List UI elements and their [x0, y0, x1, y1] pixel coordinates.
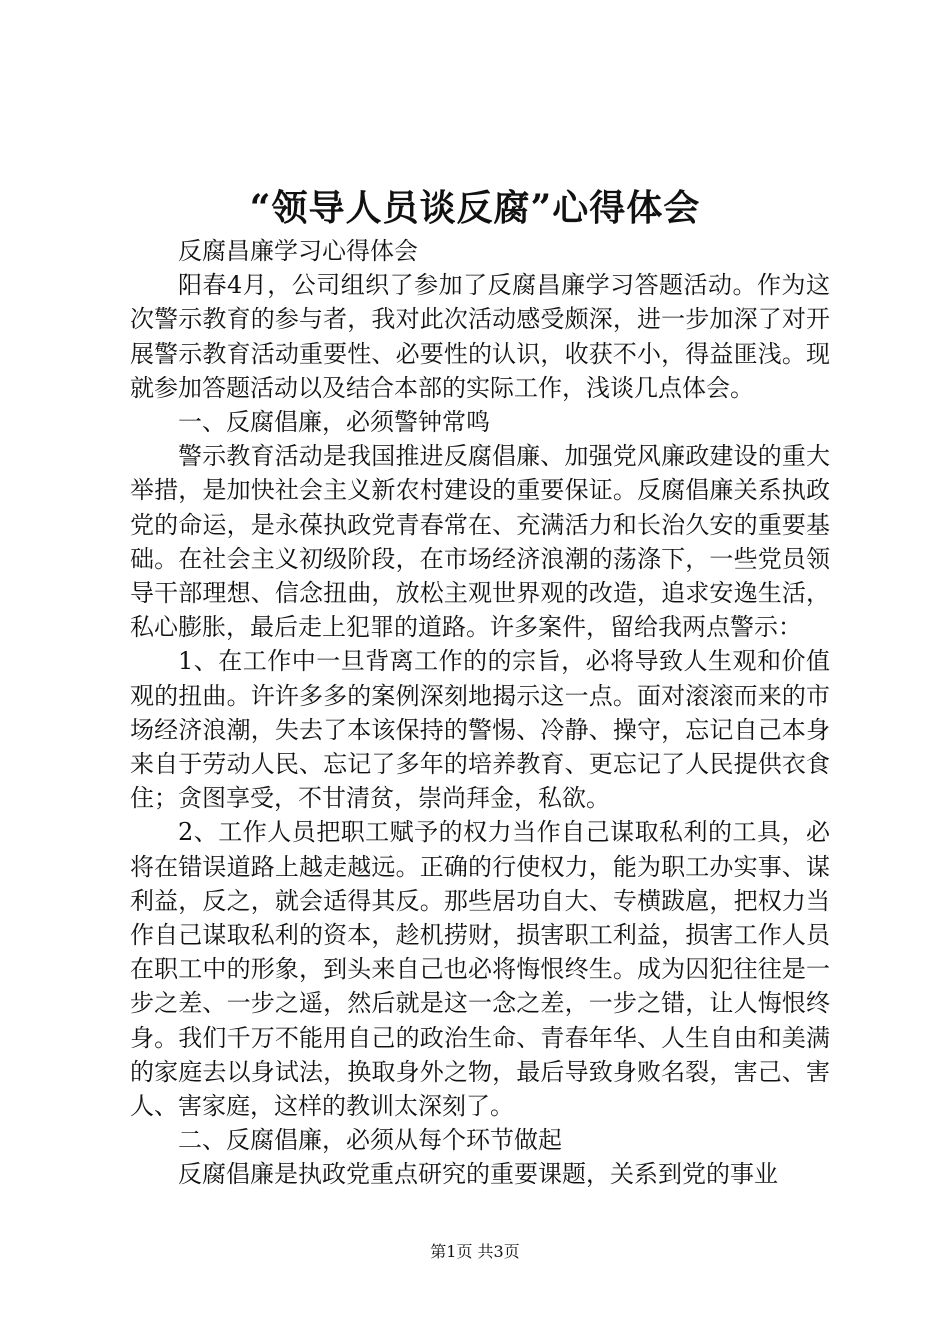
warning-point-1: 1、在工作中一旦背离工作的的宗旨，必将导致人生观和价值观的扭曲。许许多多的案例深刻地揭示这一点。面对滚滚而来的市场经济浪潮，失去了本该保持的警惕、冷静、操守，忘记自己本身来自于劳动人民、忘记了多年的培养教育、更忘记了人民提供衣食住；贪图享受，不甘清贫，崇尚拜金，私欲。	[130, 647, 830, 813]
page-footer: 第1页 共3页	[430, 1242, 520, 1261]
section-heading-1: 一、反腐倡廉，必须警钟常鸣	[178, 408, 490, 437]
section-1-paragraph: 警示教育活动是我国推进反腐倡廉、加强党风廉政建设的重大举措，是加快社会主义新农村建设的重要保证。反腐倡廉关系执政党的命运，是永葆执政党青春常在、充满活力和长治久安的重要基础。在社会主义初级阶段，在市场经济浪潮的荡涤下，一些党员领导干部理想、信念扭曲，放松主观世界观的改造，追求安逸生活，私心膨胀，最后走上犯罪的道路。许多案件，留给我两点警示：	[130, 442, 830, 642]
document-body	[130, 234, 830, 1192]
intro-paragraph: 阳春4月，公司组织了参加了反腐昌廉学习答题活动。作为这次警示教育的参与者，我对此次活动感受颇深，进一步加深了对开展警示教育活动重要性、必要性的认识，收获不小，得益匪浅。现就参加答题活动以及结合本部的实际工作，浅谈几点体会。	[130, 271, 830, 402]
section-2-paragraph: 反腐倡廉是执政党重点研究的重要课题，关系到党的事业	[178, 1160, 778, 1189]
section-heading-2: 二、反腐倡廉，必须从每个环节做起	[178, 1126, 562, 1155]
warning-point-2: 2、工作人员把职工赋予的权力当作自己谋取私利的工具，必将在错误道路上越走越远。正确的行使权力，能为职工办实事、谋利益，反之，就会适得其反。那些居功自大、专横跋扈，把权力当作自己谋取私利的资本，趁机捞财，损害职工利益，损害工作人员在职工中的形象，到头来自己也必将悔恨终生。成为囚犯往往是一步之差、一步之遥，然后就是这一念之差，一步之错，让人悔恨终身。我们千万不能用自己的政治生命、青春年华、人生自由和美满的家庭去以身试法，换取身外之物，最后导致身败名裂，害己、害人、害家庭，这样的教训太深刻了。	[130, 818, 830, 1121]
document-title: “领导人员谈反腐”心得体会	[249, 187, 701, 229]
subtitle-paragraph: 反腐昌廉学习心得体会	[178, 237, 418, 265]
